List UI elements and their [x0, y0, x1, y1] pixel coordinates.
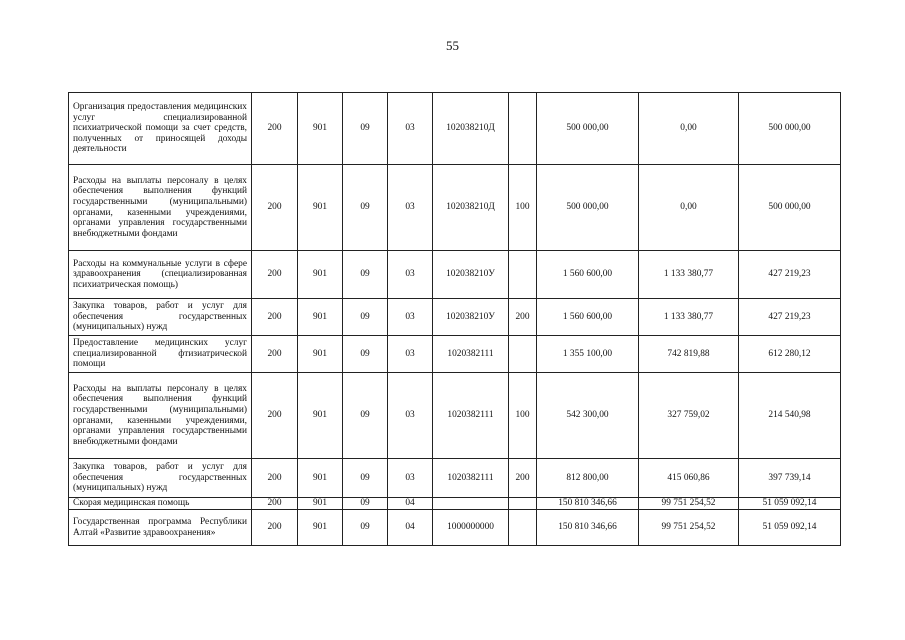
row-code-cell: 200 [252, 510, 298, 546]
row-name-cell: Предоставление медицинских услуг специализированной фтизиатрической помощи [69, 336, 252, 373]
row-remaining-amount-cell: 500 000,00 [739, 165, 841, 251]
row-expense-type-cell [509, 510, 537, 546]
row-remaining-amount-cell: 51 059 092,14 [739, 510, 841, 546]
row-admin-cell: 901 [298, 251, 343, 299]
row-target-article-cell: 1000000000 [433, 510, 509, 546]
row-admin-cell: 901 [298, 299, 343, 336]
row-executed-amount-cell: 99 751 254,52 [639, 498, 739, 510]
row-target-article-cell: 1020382111 [433, 336, 509, 373]
row-target-article-cell: 102038210У [433, 299, 509, 336]
row-plan-amount-cell: 542 300,00 [537, 373, 639, 459]
row-subsection-cell: 03 [388, 165, 433, 251]
row-plan-amount-cell: 1 355 100,00 [537, 336, 639, 373]
table-row [69, 299, 841, 336]
row-section-cell: 09 [343, 93, 388, 165]
row-code-cell: 200 [252, 165, 298, 251]
row-code-cell: 200 [252, 93, 298, 165]
row-remaining-amount-cell: 427 219,23 [739, 299, 841, 336]
row-target-article-cell [433, 498, 509, 510]
table-row [69, 93, 841, 165]
row-section-cell: 09 [343, 165, 388, 251]
row-target-article-cell: 102038210Д [433, 93, 509, 165]
row-name-cell: Расходы на выплаты персоналу в целях обеспечения выполнения функций государственными (муниципальными) органами, казенными учреждениями, органами управления государственными внебюджетными фондами [69, 373, 252, 459]
row-plan-amount-cell: 812 800,00 [537, 459, 639, 498]
row-admin-cell: 901 [298, 165, 343, 251]
budget-table [68, 92, 841, 546]
row-name-cell: Закупка товаров, работ и услуг для обеспечения государственных (муниципальных) нужд [69, 459, 252, 498]
row-remaining-amount-cell: 500 000,00 [739, 93, 841, 165]
row-plan-amount-cell: 150 810 346,66 [537, 510, 639, 546]
row-section-cell: 09 [343, 510, 388, 546]
row-executed-amount-cell: 327 759,02 [639, 373, 739, 459]
table-row [69, 251, 841, 299]
table-row [69, 498, 841, 510]
table-row [69, 165, 841, 251]
row-code-cell: 200 [252, 498, 298, 510]
row-remaining-amount-cell: 214 540,98 [739, 373, 841, 459]
row-code-cell: 200 [252, 373, 298, 459]
row-admin-cell: 901 [298, 336, 343, 373]
row-plan-amount-cell: 1 560 600,00 [537, 299, 639, 336]
row-section-cell: 09 [343, 498, 388, 510]
page-number: 55 [446, 38, 459, 53]
row-section-cell: 09 [343, 459, 388, 498]
row-subsection-cell: 04 [388, 498, 433, 510]
row-executed-amount-cell: 0,00 [639, 165, 739, 251]
row-target-article-cell: 1020382111 [433, 459, 509, 498]
row-executed-amount-cell: 0,00 [639, 93, 739, 165]
row-name-cell: Государственная программа Республики Алтай «Развитие здравоохранения» [69, 510, 252, 546]
row-remaining-amount-cell: 427 219,23 [739, 251, 841, 299]
row-subsection-cell: 03 [388, 299, 433, 336]
table-row [69, 373, 841, 459]
row-remaining-amount-cell: 612 280,12 [739, 336, 841, 373]
row-code-cell: 200 [252, 459, 298, 498]
row-section-cell: 09 [343, 336, 388, 373]
row-expense-type-cell: 200 [509, 299, 537, 336]
row-remaining-amount-cell: 397 739,14 [739, 459, 841, 498]
row-target-article-cell: 102038210Д [433, 165, 509, 251]
row-executed-amount-cell: 1 133 380,77 [639, 299, 739, 336]
row-expense-type-cell [509, 498, 537, 510]
row-name-cell: Закупка товаров, работ и услуг для обеспечения государственных (муниципальных) нужд [69, 299, 252, 336]
row-executed-amount-cell: 1 133 380,77 [639, 251, 739, 299]
budget-table-body [69, 93, 841, 546]
row-expense-type-cell: 100 [509, 373, 537, 459]
row-admin-cell: 901 [298, 498, 343, 510]
row-admin-cell: 901 [298, 459, 343, 498]
row-expense-type-cell [509, 336, 537, 373]
row-code-cell: 200 [252, 251, 298, 299]
row-section-cell: 09 [343, 373, 388, 459]
row-admin-cell: 901 [298, 510, 343, 546]
table-row [69, 510, 841, 546]
row-subsection-cell: 03 [388, 373, 433, 459]
row-expense-type-cell: 200 [509, 459, 537, 498]
row-code-cell: 200 [252, 299, 298, 336]
row-name-cell: Расходы на выплаты персоналу в целях обеспечения выполнения функций государственными (муниципальными) органами, казенными учреждениями, органами управления государственными внебюджетными фондами [69, 165, 252, 251]
row-name-cell: Скорая медицинская помощь [69, 498, 252, 510]
row-expense-type-cell [509, 93, 537, 165]
row-name-cell: Расходы на коммунальные услуги в сфере здравоохранения (специализированная психиатрическая помощь) [69, 251, 252, 299]
row-expense-type-cell: 100 [509, 165, 537, 251]
row-plan-amount-cell: 500 000,00 [537, 93, 639, 165]
table-row [69, 459, 841, 498]
row-target-article-cell: 102038210У [433, 251, 509, 299]
table-row [69, 336, 841, 373]
row-expense-type-cell [509, 251, 537, 299]
row-section-cell: 09 [343, 299, 388, 336]
row-plan-amount-cell: 500 000,00 [537, 165, 639, 251]
row-executed-amount-cell: 99 751 254,52 [639, 510, 739, 546]
row-target-article-cell: 1020382111 [433, 373, 509, 459]
row-admin-cell: 901 [298, 93, 343, 165]
row-plan-amount-cell: 150 810 346,66 [537, 498, 639, 510]
row-admin-cell: 901 [298, 373, 343, 459]
row-executed-amount-cell: 742 819,88 [639, 336, 739, 373]
row-plan-amount-cell: 1 560 600,00 [537, 251, 639, 299]
row-name-cell: Организация предоставления медицинских услуг специализированной психиатрической помощи за счет средств, полученных от приносящей доходы деятельности [69, 93, 252, 165]
row-subsection-cell: 03 [388, 336, 433, 373]
row-section-cell: 09 [343, 251, 388, 299]
row-code-cell: 200 [252, 336, 298, 373]
row-remaining-amount-cell: 51 059 092,14 [739, 498, 841, 510]
row-executed-amount-cell: 415 060,86 [639, 459, 739, 498]
row-subsection-cell: 03 [388, 251, 433, 299]
row-subsection-cell: 03 [388, 459, 433, 498]
row-subsection-cell: 03 [388, 93, 433, 165]
row-subsection-cell: 04 [388, 510, 433, 546]
